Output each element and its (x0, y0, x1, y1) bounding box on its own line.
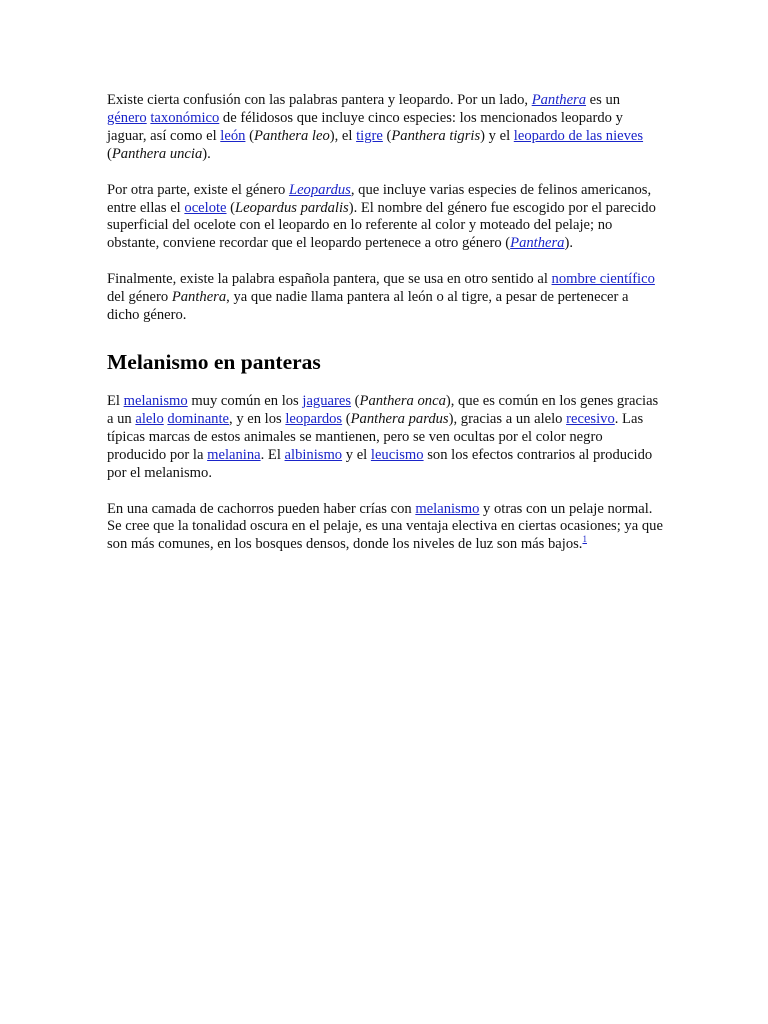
scientific-name: Panthera leo (253, 127, 330, 144)
scientific-name: Panthera pardus (350, 410, 449, 427)
paragraph-text: . Las típicas marcas de estos animales se mantienen, pero se ven ocultas por el color negro producido por la (107, 410, 644, 463)
paragraph-text: Finalmente, existe la palabra española pantera, que se usa en otro sentido al (107, 271, 552, 288)
link-leon[interactable]: león (220, 127, 246, 144)
paragraph-text: ), el (329, 127, 357, 144)
paragraph-text: ), gracias a un alelo (448, 410, 567, 427)
link-ocelote[interactable]: ocelote (184, 199, 227, 216)
paragraph-text: ( (382, 127, 392, 144)
paragraph-text: . El (260, 446, 285, 463)
paragraph-text: del género (107, 289, 172, 306)
paragraph-text: ), que es común en los genes gracias a un (107, 392, 659, 427)
link-leucismo[interactable]: leucismo (370, 446, 424, 463)
link-nombre-cientifico[interactable]: nombre científico (551, 271, 655, 288)
paragraph-text: En una camada de cachorros pueden haber crías con (107, 500, 416, 517)
paragraph-text: ( (226, 199, 236, 216)
paragraph-panthera-confusion (107, 92, 663, 164)
paragraph-text: ). El nombre del género fue escogido por el parecido superficial del ocelote con el leopardo en lo referente al color y moteado del pelaje; no obstante, conviene recordar que el leopardo pertenece a otro género ( (107, 199, 656, 252)
paragraph-text: ( (342, 410, 351, 427)
footnote-reference (582, 534, 587, 544)
footnote-link[interactable]: 1 (582, 534, 587, 545)
paragraph-cachorros (107, 501, 663, 555)
paragraph-text: , que incluye varias especies de felinos americanos, entre ellas el (107, 181, 652, 216)
scientific-name: Panthera onca (359, 392, 446, 409)
paragraph-text: ( (351, 392, 360, 409)
link-recesivo[interactable]: recesivo (566, 410, 615, 427)
link-tigre[interactable]: tigre (356, 127, 383, 144)
link-albinismo[interactable]: albinismo (284, 446, 343, 463)
paragraph-text: son los efectos contrarios al producido por el melanismo. (107, 446, 653, 481)
paragraph-text: ). (202, 145, 211, 162)
link-leopardus[interactable]: Leopardus (288, 181, 351, 198)
paragraph-leopardus (107, 182, 663, 254)
paragraph-pantera-word (107, 271, 663, 325)
paragraph-text: y otras con un pelaje normal. Se cree que la tonalidad oscura en el pelaje, es una ventaja electiva en ciertas ocasiones; ya que son más comunes, en los bosques densos, donde los niveles de luz son más bajos. (107, 500, 663, 553)
link-panthera-2[interactable]: Panthera (510, 235, 565, 252)
link-leopardo-de-las-nieves[interactable]: leopardo de las nieves (513, 127, 644, 144)
paragraph-text: ( (245, 127, 254, 144)
document-body (107, 92, 663, 572)
paragraph-text: , y en los (229, 410, 286, 427)
paragraph-text: El (107, 392, 124, 409)
paragraph-melanismo (107, 393, 663, 483)
scientific-name: Panthera uncia (111, 145, 203, 162)
scientific-name: Panthera (171, 289, 227, 306)
link-melanina[interactable]: melanina (207, 446, 261, 463)
paragraph-text: , ya que nadie llama pantera al león o al tigre, a pesar de pertenecer a dicho género. (107, 289, 629, 324)
paragraph-text: ) y el (480, 127, 514, 144)
scientific-name: Leopardus pardalis (235, 199, 349, 216)
paragraph-text: y el (342, 446, 371, 463)
link-melanismo-2[interactable]: melanismo (415, 500, 480, 517)
paragraph-text: es un (586, 92, 621, 108)
scientific-name: Panthera tigris (391, 127, 481, 144)
paragraph-text: ( (107, 145, 112, 162)
paragraph-text: ). (564, 235, 573, 252)
link-genero[interactable]: género (107, 109, 147, 126)
section-heading: Melanismo en panteras (107, 349, 321, 374)
paragraph-text: muy común en los (187, 392, 303, 409)
link-alelo[interactable]: alelo (135, 410, 164, 427)
paragraph-text: de félidosos que incluye cinco especies: los mencionados leopardo y jaguar, así como el (107, 109, 623, 144)
link-dominante[interactable]: dominante (167, 410, 230, 427)
link-jaguares[interactable]: jaguares (302, 392, 352, 409)
link-taxonomico[interactable]: taxonómico (150, 109, 220, 126)
paragraph-text: Por otra parte, existe el género (107, 181, 289, 198)
link-panthera[interactable]: Panthera (531, 92, 587, 108)
paragraph-text: Existe cierta confusión con las palabras pantera y leopardo. Por un lado, (107, 92, 532, 108)
link-melanismo[interactable]: melanismo (123, 392, 188, 409)
link-leopardos[interactable]: leopardos (285, 410, 343, 427)
